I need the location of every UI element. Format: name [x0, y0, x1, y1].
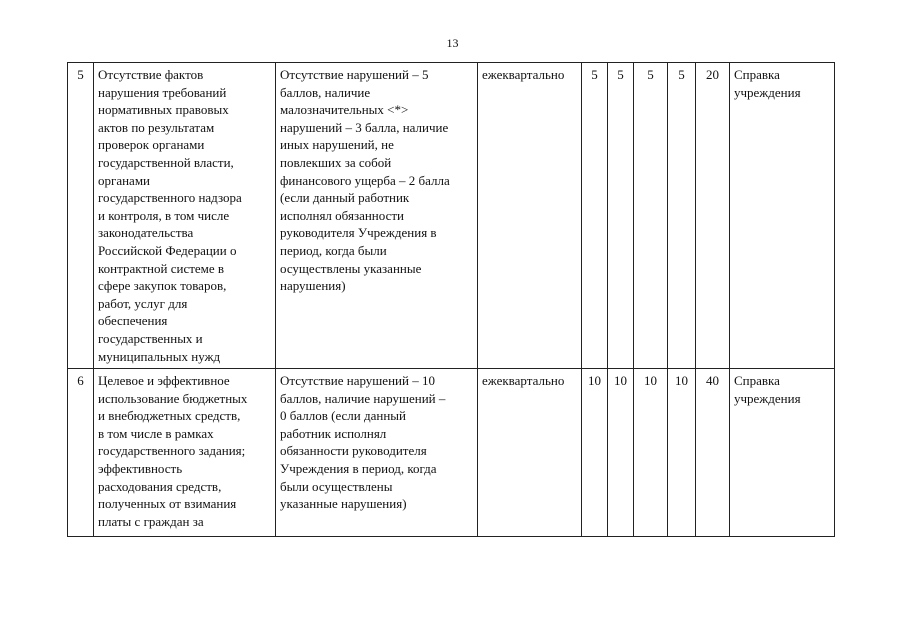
- source-document: Справка учреждения: [730, 63, 835, 369]
- row-number: 5: [68, 63, 94, 369]
- score-q4: 5: [668, 63, 696, 369]
- condition-text: Отсутствие нарушений – 10 баллов, наличие нарушений – 0 баллов (если данный работник исполнял обязанности руководителя Учреждения в период, когда были осуществлены указанные нарушения): [276, 369, 478, 537]
- score-q4: 10: [668, 369, 696, 537]
- score-q2: 10: [608, 369, 634, 537]
- score-q1: 5: [582, 63, 608, 369]
- score-q3: 10: [634, 369, 668, 537]
- condition-text: Отсутствие нарушений – 5 баллов, наличие малозначительных <*> нарушений – 3 балла, наличие иных нарушений, не повлекших за собой финансового ущерба – 2 балла (если данный работник исполнял обязанности руководителя Учреждения в период, когда были осуществлены указанные нарушения): [276, 63, 478, 369]
- row-number: 6: [68, 369, 94, 537]
- criteria-table: [67, 62, 835, 537]
- criterion-text: Целевое и эффективное использование бюджетных и внебюджетных средств, в том числе в рамках государственного задания; эффективность расходования средств, полученных от взимания платы с граждан за: [94, 369, 276, 537]
- periodicity: ежеквартально: [478, 369, 582, 537]
- table-row: [68, 369, 835, 537]
- score-total: 40: [696, 369, 730, 537]
- score-q2: 5: [608, 63, 634, 369]
- score-total: 20: [696, 63, 730, 369]
- score-q1: 10: [582, 369, 608, 537]
- source-document: Справка учреждения: [730, 369, 835, 537]
- score-q3: 5: [634, 63, 668, 369]
- criterion-text: Отсутствие фактов нарушения требований нормативных правовых актов по результатам проверок органами государственной власти, органами государственного надзора и контроля, в том числе законодательства Российской Федерации о контрактной системе в сфере закупок товаров, работ, услуг для обеспечения государственных и муниципальных нужд: [94, 63, 276, 369]
- page-number: 13: [446, 36, 459, 50]
- table-row: [68, 63, 835, 369]
- periodicity: ежеквартально: [478, 63, 582, 369]
